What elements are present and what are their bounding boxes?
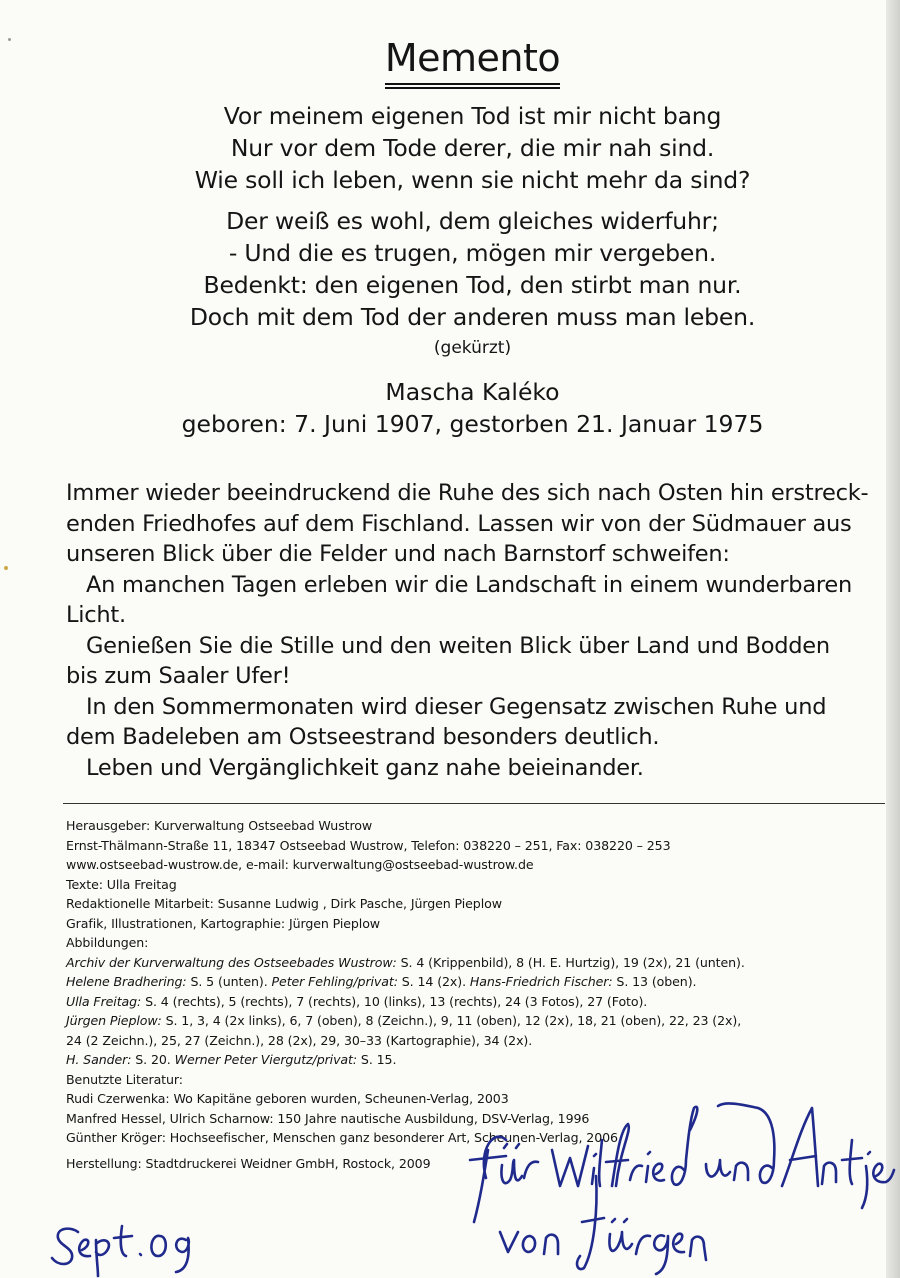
image-credit-continued: 24 (2 Zeichn.), 25, 27 (Zeichn.), 28 (2x), 29, 30–33 (Kartographie), 34 (2x).: [66, 1032, 533, 1048]
credit-pages: S. 14 (2x).: [397, 974, 470, 989]
credit-source: Werner Peter Viergutz/privat:: [174, 1052, 358, 1067]
poem-line: Wie soll ich leben, wenn sie nicht mehr da sind?: [194, 166, 751, 194]
imprint-production: Herstellung: Stadtdruckerei Weidner GmbH, Rostock, 2009: [66, 1155, 431, 1171]
poem-stanza-1: [0, 100, 900, 196]
literature-item: Rudi Czerwenka: Wo Kapitäne geboren wurden, Scheunen-Verlag, 2003: [66, 1091, 509, 1106]
imprint-images-heading: Abbildungen:: [66, 935, 149, 950]
credit-pages: S. 20.: [131, 1052, 175, 1067]
imprint: [66, 816, 866, 1173]
abridged-note: (gekürzt): [433, 338, 512, 358]
page-title: [0, 36, 900, 89]
credit-pages: S. 13 (oben).: [612, 974, 697, 989]
imprint-texts: Texte: Ulla Freitag: [66, 876, 177, 892]
prose-line: An manchen Tagen erleben wir die Landschaft in einem wunderbaren: [86, 571, 852, 598]
prose-line: bis zum Saaler Ufer!: [66, 663, 291, 689]
literature-item: Manfred Hessel, Ulrich Scharnow: 150 Jahre nautische Ausbildung, DSV-Verlag, 1996: [66, 1110, 590, 1126]
imprint-graphics: Grafik, Illustrationen, Kartographie: Jürgen Pieplow: [66, 915, 381, 931]
credit-pages: S. 1, 3, 4 (2x links), 6, 7 (oben), 8 (Zeichn.), 9, 11 (oben), 12 (2x), 18, 21 (oben), 22, 23 (2x),: [161, 1013, 742, 1028]
prose-line: Leben und Vergänglichkeit ganz nahe beieinander.: [86, 754, 644, 781]
credit-pages: S. 4 (Krippenbild), 8 (H. E. Hurtzig), 19 (2x), 21 (unten).: [396, 954, 745, 970]
imprint-web: www.ostseebad-wustrow.de, e-mail: kurverwaltung@ostseebad-wustrow.de: [66, 857, 534, 872]
prose-line: Immer wieder beeindruckend die Ruhe des sich nach Osten hin erstreck-: [66, 480, 869, 506]
poem-attribution: [0, 376, 900, 440]
credit-source: Hans-Friedrich Fischer:: [469, 974, 613, 989]
poem-line: Bedenkt: den eigenen Tod, den stirbt man nur.: [203, 271, 742, 299]
credit-source: H. Sander:: [66, 1052, 132, 1067]
image-credit: [66, 1050, 866, 1070]
poem-line: Nur vor dem Tode derer, die mir nah sind.: [230, 134, 715, 162]
poem-stanza-2: [0, 205, 900, 333]
credit-pages: S. 4 (rechts), 5 (rechts), 7 (rechts), 10 (links), 13 (rechts), 24 (3 Fotos), 27 (Foto).: [141, 993, 648, 1009]
credit-source: Ulla Freitag:: [66, 993, 142, 1009]
prose-line: Licht.: [66, 602, 126, 628]
poem-line: Doch mit dem Tod der anderen muss man leben.: [189, 303, 756, 331]
prose-line: dem Badeleben am Ostseestrand besonders deutlich.: [66, 724, 660, 750]
prose-line: enden Friedhofes auf dem Fischland. Lassen wir von der Südmauer aus: [66, 510, 852, 537]
poem-line: Der weiß es wohl, dem gleiches widerfuhr;: [226, 207, 719, 235]
image-credit: [66, 953, 866, 973]
literature-item: Günther Kröger: Hochseefischer, Menschen ganz besonderer Art, Scheunen-Verlag, 2006: [66, 1130, 618, 1145]
image-credit: [66, 972, 866, 992]
credit-source: Jürgen Pieplow:: [66, 1013, 162, 1028]
handwritten-date: [52, 1226, 189, 1276]
image-credit: [66, 992, 866, 1012]
title-text: Memento: [385, 36, 560, 89]
poem-line: - Und die es trugen, mögen mir vergeben.: [228, 239, 717, 267]
prose-line: Genießen Sie die Stille und den weiten Blick über Land und Bodden: [86, 632, 830, 659]
prose-line: In den Sommermonaten wird dieser Gegensatz zwischen Ruhe und: [86, 693, 827, 720]
author-dates: geboren: 7. Juni 1907, gestorben 21. Januar 1975: [181, 410, 764, 438]
credit-source: Peter Fehling/privat:: [271, 974, 398, 989]
credit-source: Helene Bradhering:: [66, 974, 187, 989]
author-name: Mascha Kaléko: [385, 378, 560, 406]
section-divider: [63, 803, 885, 804]
poem-line: Vor meinem eigenen Tod ist mir nicht bang: [223, 102, 722, 130]
credit-pages: S. 15.: [357, 1052, 397, 1067]
prose-line: unseren Blick über die Felder und nach Barnstorf schweifen:: [66, 541, 730, 567]
cemetery-description: [66, 478, 876, 783]
credit-source: Archiv der Kurverwaltung des Ostseebades Wustrow:: [66, 954, 397, 970]
credit-pages: S. 5 (unten).: [186, 974, 272, 989]
imprint-literature-heading: Benutzte Literatur:: [66, 1071, 183, 1087]
imprint-address: Ernst-Thälmann-Straße 11, 18347 Ostseebad Wustrow, Telefon: 038220 – 251, Fax: 038220 – 253: [66, 837, 671, 853]
imprint-publisher: Herausgeber: Kurverwaltung Ostseebad Wustrow: [66, 818, 373, 833]
paper-speck: [4, 566, 8, 570]
imprint-editorial: Redaktionelle Mitarbeit: Susanne Ludwig , Dirk Pasche, Jürgen Pieplow: [66, 896, 502, 911]
image-credit: [66, 1011, 866, 1031]
